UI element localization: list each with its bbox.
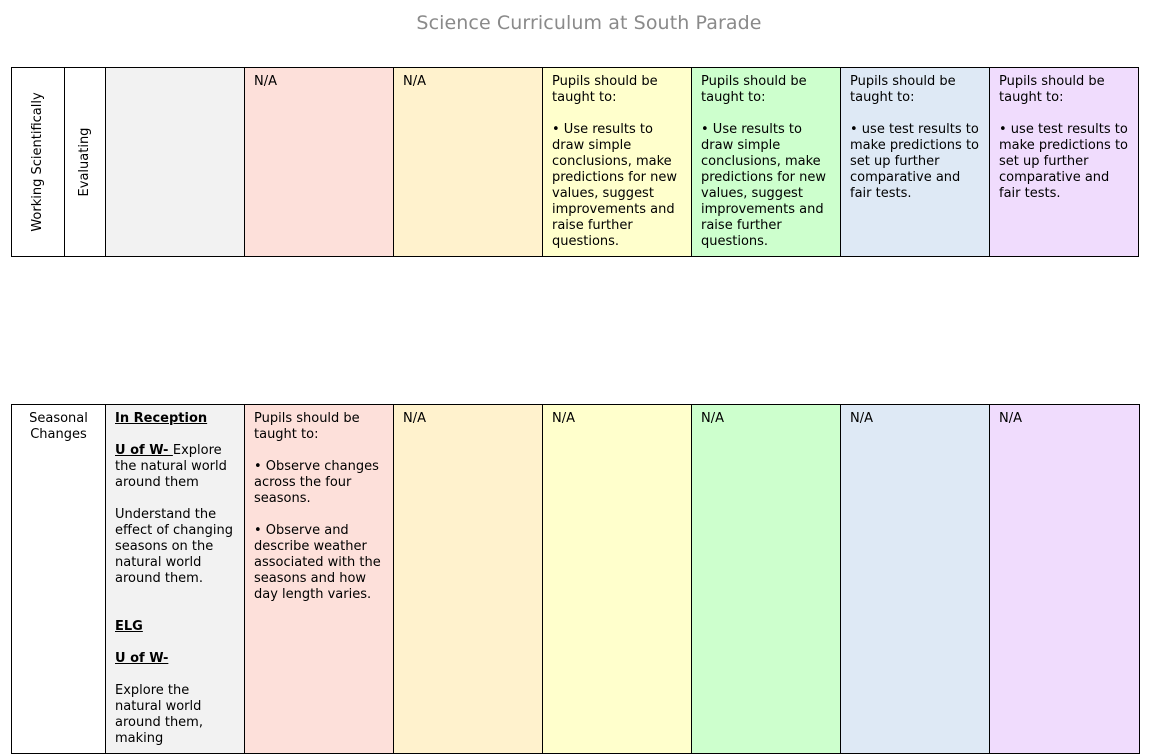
cell-paragraph: N/A [403, 74, 426, 89]
seasonal-changes-table [11, 404, 1140, 754]
uw-heading: U of W- [115, 651, 169, 666]
reception-cell [106, 405, 245, 754]
year-cell [394, 68, 543, 257]
reception-heading: In Reception [115, 411, 208, 426]
cell-paragraph: N/A [552, 411, 575, 426]
cell-paragraph: • Observe and describe weather associated with the seasons and how day length varies. [254, 523, 381, 602]
year-cell [841, 68, 990, 257]
year-cell [394, 405, 543, 754]
section-label: Working Scientifically [30, 92, 45, 232]
year-cell [692, 405, 841, 754]
cell-paragraph: • Observe changes across the four seasons. [254, 459, 379, 506]
cell-paragraph: N/A [254, 74, 277, 89]
cell-paragraph: N/A [999, 411, 1022, 426]
cell-paragraph: Pupils should be taught to: [850, 74, 956, 105]
year-cell [245, 405, 394, 754]
uw-heading: U of W- [115, 443, 173, 458]
reception-paragraph: Understand the effect of changing seasons on the natural world around them. [115, 507, 233, 586]
uw-text: Explore the natural world around them [115, 443, 227, 490]
year-cell [543, 68, 692, 257]
cell-paragraph: Pupils should be taught to: [999, 74, 1105, 105]
cell-paragraph: N/A [701, 411, 724, 426]
reception-cell [106, 68, 245, 257]
cell-paragraph: Pupils should be taught to: [701, 74, 807, 105]
table-row [12, 68, 1139, 257]
cell-paragraph: • Use results to draw simple conclusions, make predictions for new values, suggest improvements and raise further questions. [701, 122, 827, 249]
cell-paragraph: Pupils should be taught to: [254, 411, 360, 442]
cell-paragraph: • Use results to draw simple conclusions, make predictions for new values, suggest improvements and raise further questions. [552, 122, 678, 249]
year-cell [841, 405, 990, 754]
cell-paragraph: • use test results to make predictions to set up further comparative and fair tests. [999, 122, 1129, 201]
year-cell [543, 405, 692, 754]
table-row [12, 405, 1140, 754]
section-label-cell [12, 68, 65, 257]
elg-heading: ELG [115, 619, 143, 634]
strand-label-cell [65, 68, 106, 257]
year-cell [990, 68, 1139, 257]
cell-paragraph: • use test results to make predictions to set up further comparative and fair tests. [850, 122, 980, 201]
page-title: Science Curriculum at South Parade [416, 12, 762, 34]
strand-label: Evaluating [77, 127, 92, 197]
topic-label: Seasonal Changes [12, 405, 106, 754]
year-cell [245, 68, 394, 257]
reception-paragraph: Explore the natural world around them, making [115, 683, 203, 746]
cell-paragraph: N/A [403, 411, 426, 426]
cell-paragraph: N/A [850, 411, 873, 426]
year-cell [692, 68, 841, 257]
working-scientifically-table [11, 67, 1139, 257]
year-cell [990, 405, 1140, 754]
cell-paragraph: Pupils should be taught to: [552, 74, 658, 105]
